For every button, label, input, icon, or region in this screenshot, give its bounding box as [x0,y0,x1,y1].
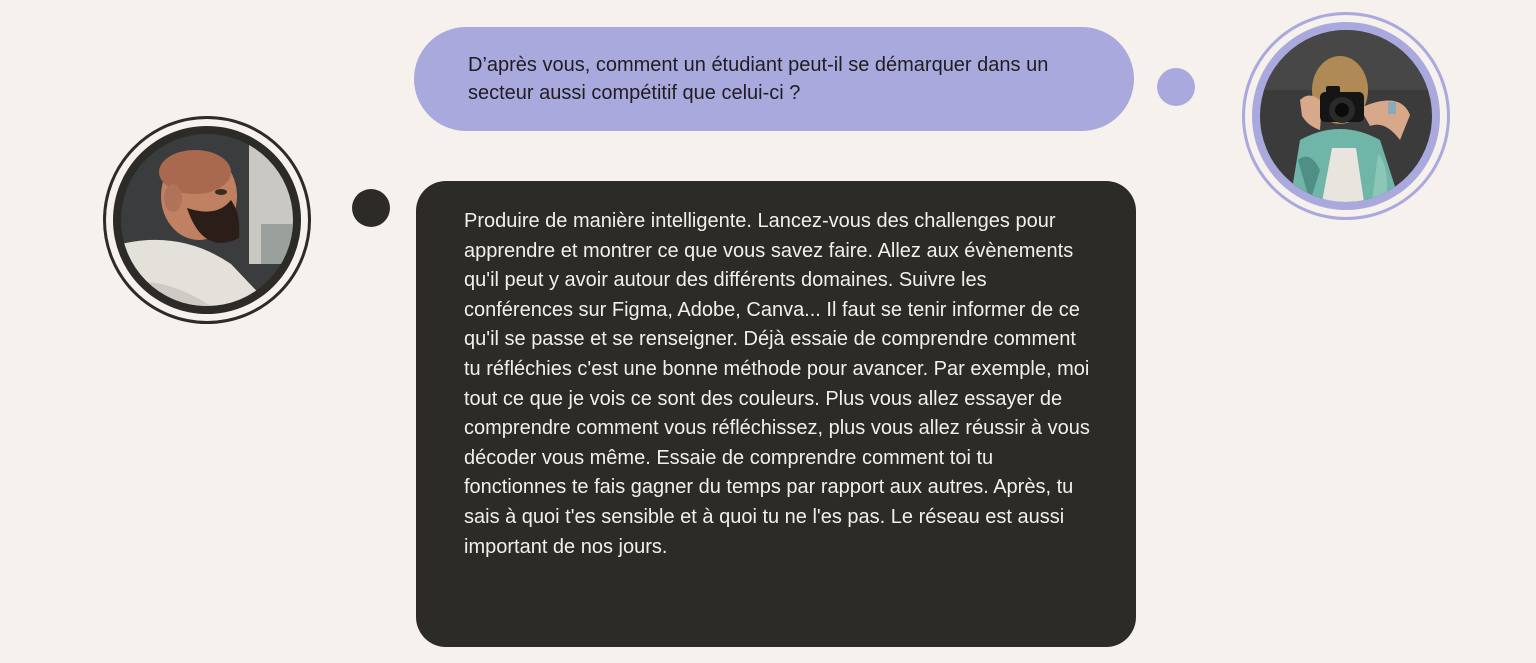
question-text: D’après vous, comment un étudiant peut-il se démarquer dans un secteur aussi compétitif que celui-ci ? [468,54,1049,104]
interviewee-avatar-ring [113,126,301,314]
interviewer-avatar [1242,12,1450,220]
photographer-avatar-icon [1260,30,1432,202]
interviewee-avatar [103,116,311,324]
question-bubble-tail-dot [1157,68,1195,106]
question-bubble [414,27,1134,131]
bearded-man-avatar-icon [121,134,293,306]
answer-bubble-tail-dot [352,189,390,227]
answer-text: Produire de manière intelligente. Lancez-vous des challenges pour apprendre et montrer ce que vous savez faire. Allez aux évènements qu'il peut y avoir autour des différents domaines. Suivre les conférences sur Figma, Adobe, Canva... Il faut se tenir informer de ce qu'il se passe et se renseigner. Déjà essaie de comprendre comment tu réfléchies c'est une bonne méthode pour avancer. Par exemple, moi tout ce que je vois ce sont des couleurs. Plus vous allez essayer de comprendre comment vous réfléchissez, plus vous allez réussir à vous décoder vous même. Essaie de comprendre comment toi tu fonctionnes te fais gagner du temps par rapport aux autres. Après, tu sais à quoi t'es sensible et à quoi tu ne l'es pas. Le réseau est aussi important de nos jours. [464,210,1090,558]
answer-bubble [416,181,1136,647]
interviewer-avatar-ring [1252,22,1440,210]
